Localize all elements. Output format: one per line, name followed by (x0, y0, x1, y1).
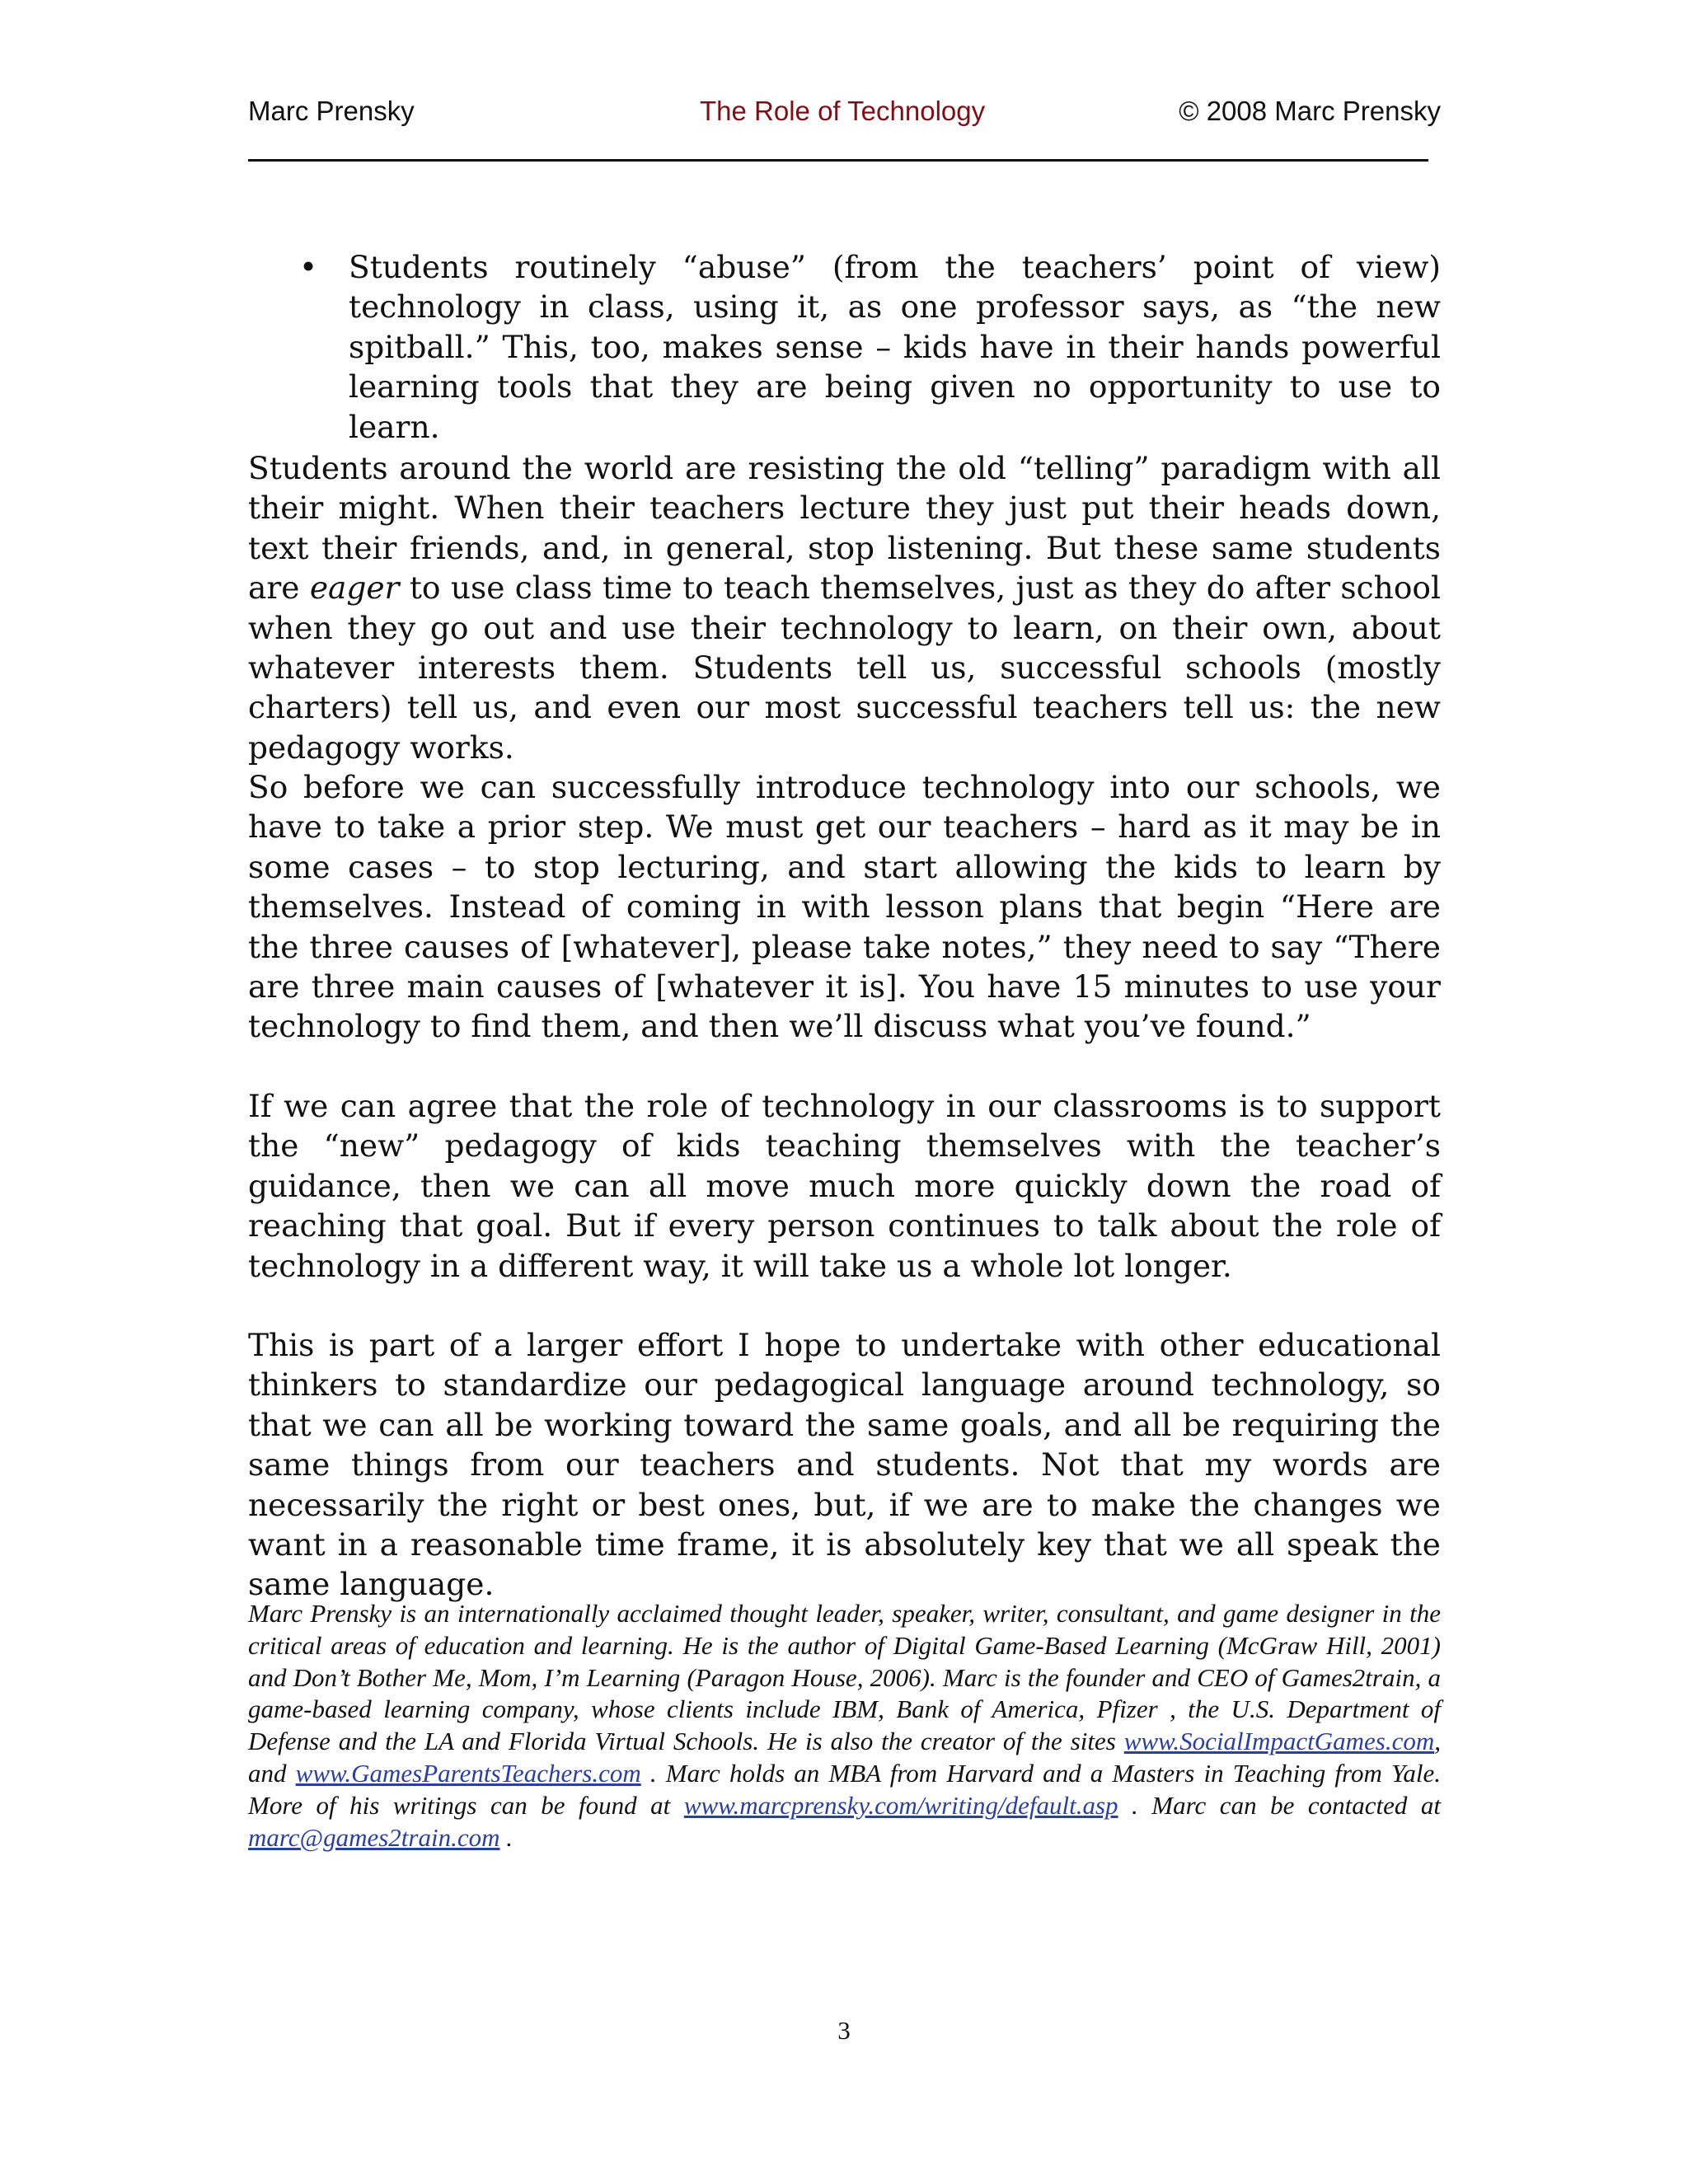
bio-text-3: . Marc holds an MBA from Harvard and a Masters in Teaching from Yale. More of his writings can be found at (248, 1758, 1442, 1820)
paragraph-1-end: to use class time to teach themselves, just as they do after school when they go out and use their technology to learn, on their own, about whatever interests them. Students tell us, successful schools (mostly charters) tell us, and even our most successful teachers tell us: the new pedagogy works. (248, 569, 1441, 766)
author-bio (248, 1598, 1441, 1854)
header-title: The Role of Technology (700, 96, 986, 126)
header-author: Marc Prensky (248, 96, 415, 126)
bullet-marker: • (299, 249, 318, 285)
link-writings[interactable]: www.marcprensky.com/writing/default.asp (683, 1790, 1118, 1820)
bio-text-4: . Marc can be contacted at (1118, 1790, 1441, 1820)
paragraph-1-emphasis: eager (309, 569, 400, 607)
paragraph-4: This is part of a larger effort I hope to undertake with other educational thinkers to standardize our pedagogical language around technology, so that we can all be working toward the same goals, and all be requiring the same things from our teachers and students. Not that my words are necessarily the right or best ones, but, if we are to make the changes we want in a reasonable time frame, it is absolutely key that we all speak the same language. (248, 1327, 1441, 1603)
link-games-parents-teachers[interactable]: www.GamesParentsTeachers.com (295, 1758, 641, 1788)
paragraph-1 (248, 448, 1441, 767)
bio-text-5: . (499, 1822, 513, 1852)
page-header (248, 96, 1441, 137)
paragraph-2: So before we can successfully introduce technology into our schools, we have to take a prior step. We must get our teachers – hard as it may be in some cases – to stop lecturing, and start allowing the kids to learn by themselves. Instead of coming in with lesson plans that begin “Here are the three causes of [whatever], please take notes,” they need to say “There are three main causes of [whatever it is]. You have 15 minutes to use your technology to find them, and then we’ll discuss what you’ve found.” (248, 769, 1441, 1045)
paragraph-1-start: Students around the world are resisting the old “telling” paradigm with all their might. When their teachers lecture they just put their heads down, text their friends, and, in general, stop listening. But these same students are (248, 450, 1441, 607)
bullet-text: Students routinely “abuse” (from the teachers’ point of view) technology in class, using it, as one professor says, as “the new spitball.” This, too, makes sense – kids have in their hands powerful learning tools that they are being given no opportunity to use to learn. (349, 249, 1441, 445)
header-divider (248, 159, 1428, 162)
link-email[interactable]: marc@games2train.com (248, 1822, 500, 1852)
link-social-impact-games[interactable]: www.SocialImpactGames.com (1123, 1727, 1435, 1756)
paragraph-3: If we can agree that the role of technology in our classrooms is to support the “new” pedagogy of kids teaching themselves with the teacher’s guidance, then we can all move much more quickly down the road of reaching that goal. But if every person continues to talk about the role of technology in a different way, it will take us a whole lot longer. (248, 1088, 1441, 1284)
page-number: 3 (837, 2016, 851, 2045)
bio-text-2: , and (248, 1727, 1441, 1788)
bio-text-1: Marc Prensky is an internationally acclaimed thought leader, speaker, writer, consultant, and game designer in the critical areas of education and learning. He is the author of Digital Game-Based Learning (McGraw Hill, 2001) and Don’t Bother Me, Mom, I’m Learning (Paragon House, 2006). Marc is the founder and CEO of Games2train, a game-based learning company, whose clients include IBM, Bank of America, Pfizer , the U.S. Department of Defense and the LA and Florida Virtual Schools. He is also the creator of the sites (248, 1599, 1441, 1756)
header-copyright: © 2008 Marc Prensky (1179, 96, 1441, 126)
